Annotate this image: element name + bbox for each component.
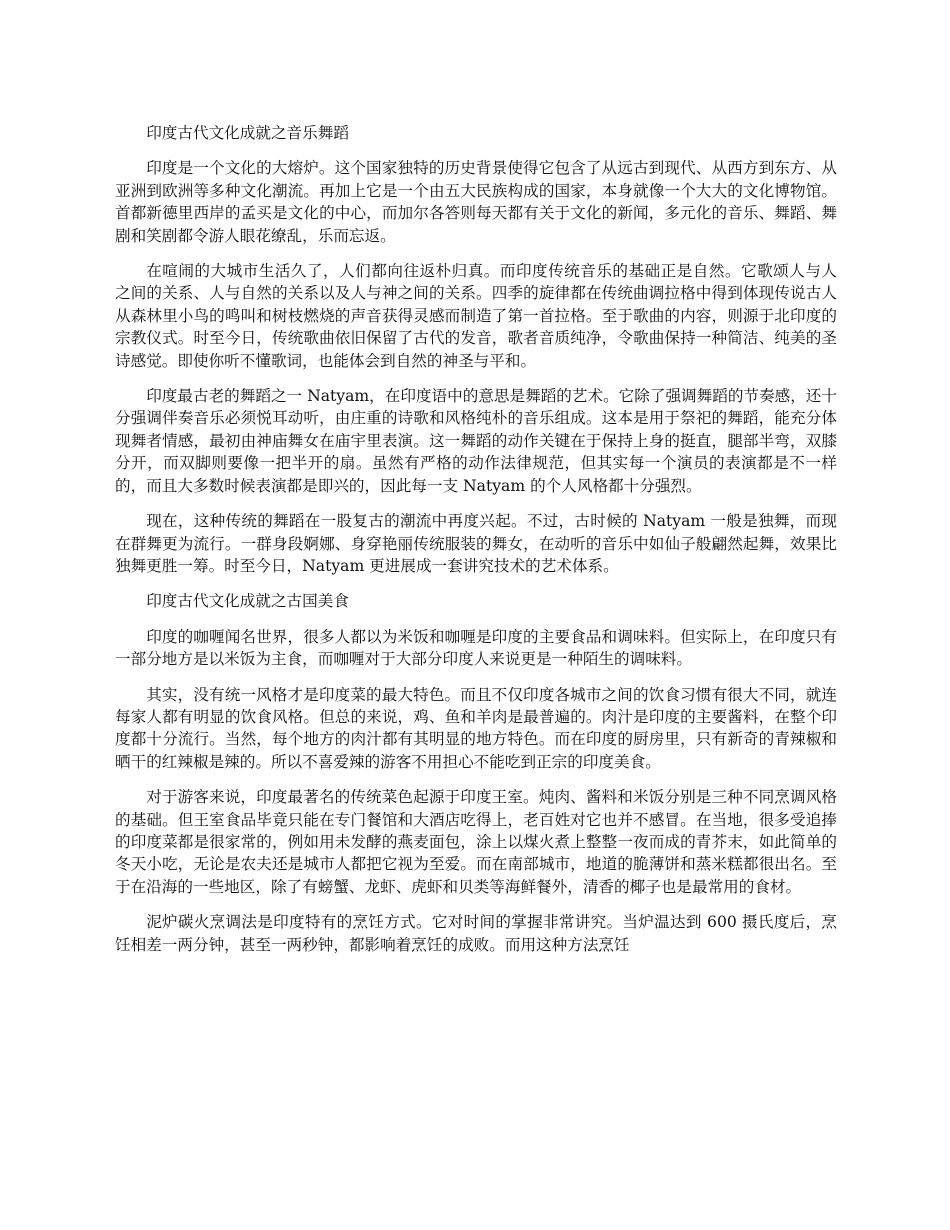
section-heading-music-dance: 印度古代文化成就之音乐舞蹈 <box>146 124 349 142</box>
paragraph: 泥炉碳火烹调法是印度特有的烹饪方式。它对时间的掌握非常讲究。当炉温达到 600 摄氏度后，烹饪相差一两分钟，甚至一两秒钟，都影响着烹饪的成败。而用这种方法烹饪 <box>115 913 837 954</box>
paragraph: 印度的咖喱闻名世界，很多人都以为米饭和咖喱是印度的主要食品和调味料。但实际上，在印度只有一部分地方是以米饭为主食，而咖喱对于大部分印度人来说更是一种陌生的调味料。 <box>115 627 837 669</box>
paragraph: 其实，没有统一风格才是印度菜的最大特色。而且不仅印度各城市之间的饮食习惯有很大不同，就连每家人都有明显的饮食风格。但总的来说，鸡、鱼和羊肉是最普遍的。肉汁是印度的主要酱料，在整个印度都十分流行。当然，每个地方的肉汁都有其明显的地方特色。而在印度的厨房里，只有新奇的青辣椒和晒干的红辣椒是辣的。所以不喜爱辣的游客不用担心不能吃到正宗的印度美食。 <box>115 685 837 771</box>
paragraph: 现在，这种传统的舞蹈在一股复古的潮流中再度兴起。不过，古时候的 Natyam 一般是独舞，而现在群舞更为流行。一群身段婀娜、身穿艳丽传统服装的舞女，在动听的音乐中如仙子般翩然起舞，效果比独舞更胜一筹。时至今日，Natyam 更进展成一套讲究技术的艺术体系。 <box>115 512 837 575</box>
paragraph: 印度最古老的舞蹈之一 Natyam，在印度语中的意思是舞蹈的艺术。它除了强调舞蹈的节奏感，还十分强调伴奏音乐必须悦耳动听，由庄重的诗歌和风格纯朴的音乐组成。这本是用于祭祀的舞蹈，能充分体现舞者情感，最初由神庙舞女在庙宇里表演。这一舞蹈的动作关键在于保持上身的挺直，腿部半弯，双膝分开，而双脚则要像一把半开的扇。虽然有严格的动作法律规范，但其实每一个演员的表演都是不一样的，而且大多数时候表演都是即兴的，因此每一支 Natyam 的个人风格都十分强烈。 <box>115 387 837 495</box>
paragraph: 在喧闹的大城市生活久了，人们都向往返朴归真。而印度传统音乐的基础正是自然。它歌颂人与人 之间的关系、人与自然的关系以及人与神之间的关系。四季的旋律都在传统曲调拉格中得到体现传说古人从森林里小鸟的鸣叫和树枝燃烧的声音获得灵感而制造了第一首拉格。至于歌曲的内容，则源于北印度的宗教仪式。时至今日，传统歌曲依旧保留了古代的发音，歌者音质纯净，令歌曲保持一种简洁、纯美的圣诗感觉。即使你听不懂歌词，也能体会到自然的神圣与平和。 <box>115 262 837 370</box>
document-body <box>115 122 837 969</box>
paragraph: 印度是一个文化的大熔炉。这个国家独特的历史背景使得它包含了从远古到现代、从西方到东方、从亚洲到欧洲等多种文化潮流。再加上它是一个由五大民族构成的国家，本身就像一个大大的文化博物馆。首都新德里西岸的孟买是文化的中心，而加尔各答则每天都有关于文化的新闻，多元化的音乐、舞蹈、舞剧和笑剧都令游人眼花缭乱，乐而忘返。 <box>115 159 837 245</box>
paragraph: 对于游客来说，印度最著名的传统菜色起源于印度王室。炖肉、酱料和米饭分别是三种不同烹调风格的基础。但王室食品毕竟只能在专门餐馆和大酒店吃得上，老百姓对它也并不感冒。在当地，很多受追捧的印度菜都是很家常的，例如用未发酵的燕麦面包，涂上以煤火煮上整整一夜而成的青芥末，如此简单的冬天小吃，无论是农夫还是城市人都把它视为至爱。而在南部城市，地道的脆薄饼和蒸米糕都很出名。至于在沿海的一些地区，除了有螃蟹、龙虾、虎虾和贝类等海鲜餐外，清香的椰子也是最常用的食材。 <box>115 788 837 896</box>
section-heading-cuisine: 印度古代文化成就之古国美食 <box>146 592 349 611</box>
